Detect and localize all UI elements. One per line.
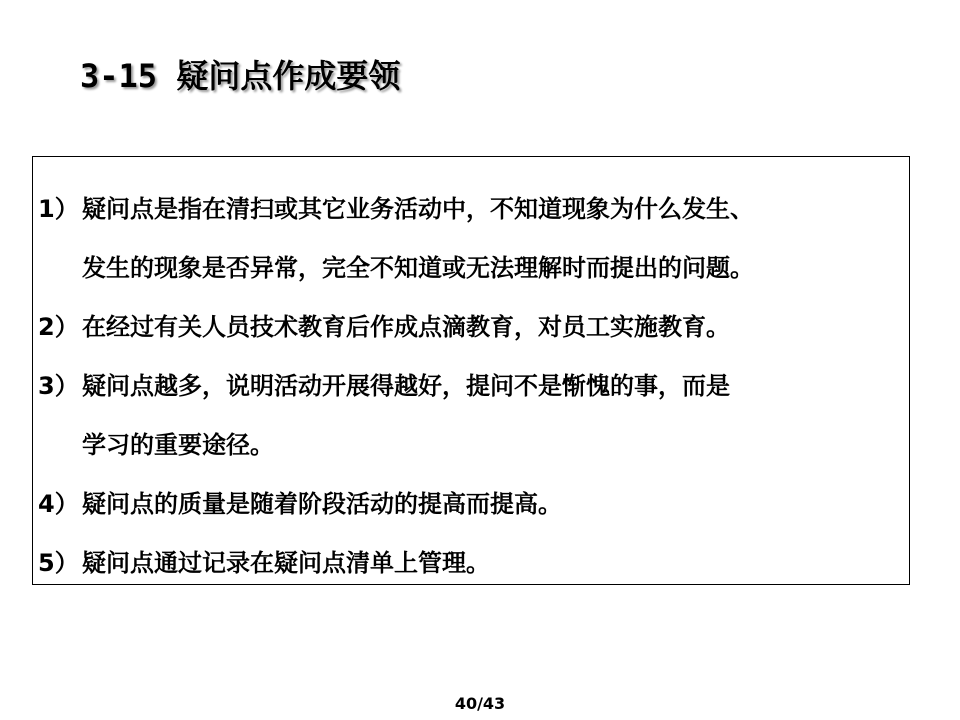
item-text: 疑问点通过记录在疑问点清单上管理。 — [82, 549, 490, 577]
list-item-5 — [38, 531, 754, 590]
list-item-2 — [38, 295, 754, 354]
page-number: 40/43 — [454, 694, 506, 713]
item-line — [38, 413, 754, 472]
item-list — [38, 177, 754, 590]
item-text: 学习的重要途径。 — [82, 431, 274, 459]
item-marker: 3） — [38, 372, 79, 400]
list-item-4 — [38, 472, 754, 531]
item-line — [38, 354, 754, 413]
item-text: 发生的现象是否异常，完全不知道或无法理解时而提出的问题。 — [82, 254, 754, 282]
item-marker: 2） — [38, 313, 79, 341]
item-marker: 4） — [38, 490, 79, 518]
item-line — [38, 177, 754, 236]
item-text: 疑问点越多，说明活动开展得越好，提问不是惭愧的事，而是 — [82, 372, 730, 400]
item-marker: 5） — [38, 549, 79, 577]
item-marker: 1） — [38, 195, 79, 223]
slide-title: 3-15 疑问点作成要领 — [80, 57, 401, 95]
item-line — [38, 472, 754, 531]
item-text: 疑问点是指在清扫或其它业务活动中，不知道现象为什么发生、 — [82, 195, 754, 223]
content-box — [32, 156, 910, 585]
item-text: 疑问点的质量是随着阶段活动的提高而提高。 — [82, 490, 562, 518]
item-line — [38, 236, 754, 295]
item-line — [38, 531, 754, 590]
list-item-3 — [38, 354, 754, 472]
item-text: 在经过有关人员技术教育后作成点滴教育，对员工实施教育。 — [82, 313, 730, 341]
item-line — [38, 295, 754, 354]
list-item-1 — [38, 177, 754, 295]
